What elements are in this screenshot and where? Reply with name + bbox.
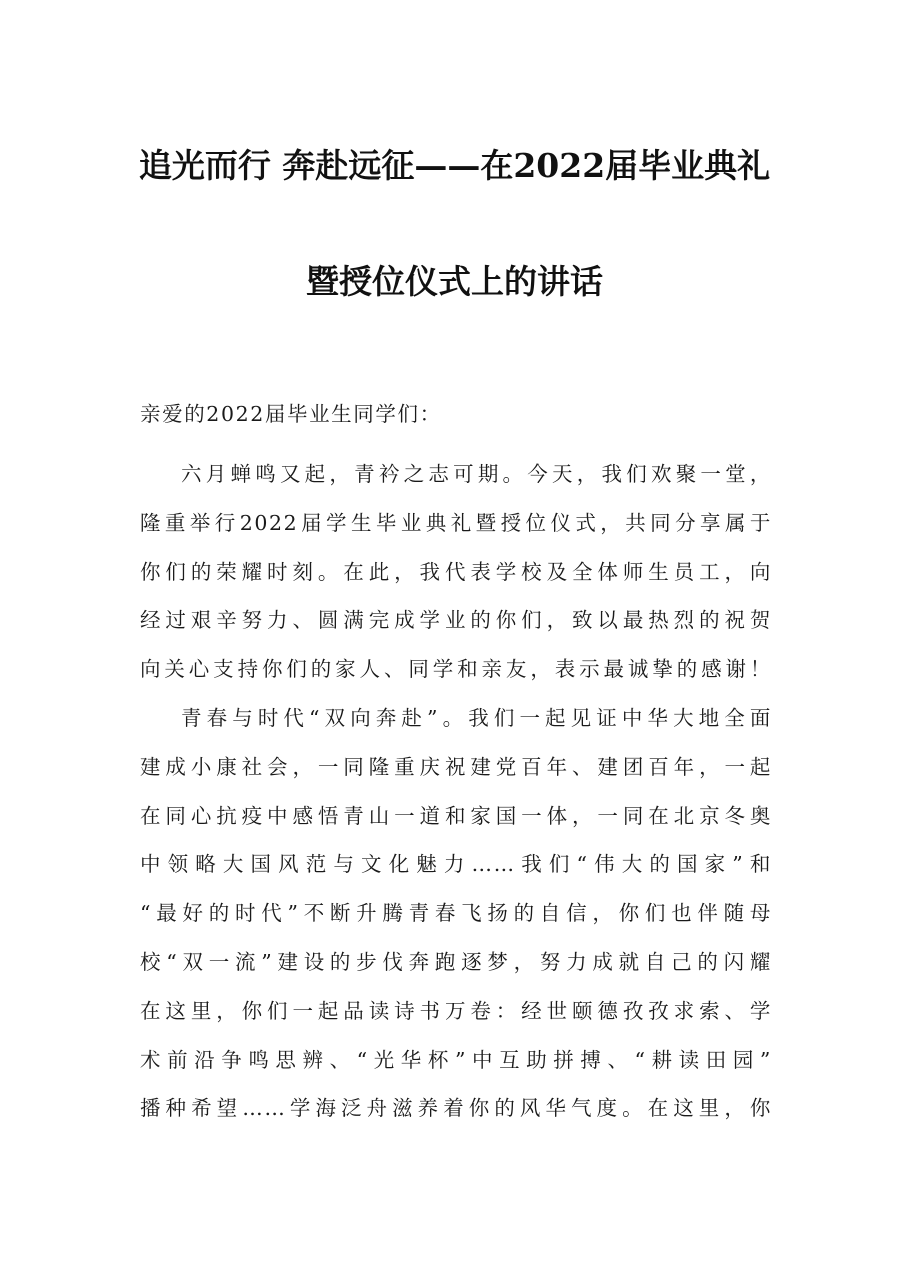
paragraph-line: “最好的时代”不断升腾青春飞扬的自信，你们也伴随母 xyxy=(140,901,772,926)
greeting-text: 亲爱的2022届毕业生同学们： xyxy=(140,402,442,426)
paragraph-2 xyxy=(140,694,772,1133)
paragraph-line: 你们的荣耀时刻。在此，我代表学校及全体师生员工，向 xyxy=(140,559,772,584)
paragraph-line: 六月蝉鸣又起，青衿之志可期。今天，我们欢聚一堂， xyxy=(181,462,772,486)
paragraph-line: 隆重举行2022届学生毕业典礼暨授位仪式，共同分享属于 xyxy=(140,510,772,535)
paragraph-line: 中领略大国风范与文化魅力……我们“伟大的国家”和 xyxy=(140,852,772,877)
paragraph-line: 建成小康社会，一同隆重庆祝建党百年、建团百年，一起 xyxy=(140,754,772,779)
paragraph-line: 向关心支持你们的家人、同学和亲友，表示最诚挚的感谢！ xyxy=(140,657,772,682)
paragraph-line: 经过艰辛努力、圆满完成学业的你们，致以最热烈的祝贺 xyxy=(140,608,772,633)
greeting xyxy=(140,390,772,439)
paragraph-line: 术前沿争鸣思辨、“光华杯”中互助拼搏、“耕读田园” xyxy=(140,1047,772,1072)
paragraph-line: 在这里，你们一起品读诗书万卷：经世颐德孜孜求索、学 xyxy=(140,998,772,1023)
paragraph-line: 在同心抗疫中感悟青山一道和家国一体，一同在北京冬奥 xyxy=(140,803,772,828)
paragraph-line: 青春与时代“双向奔赴”。我们一起见证中华大地全面 xyxy=(181,706,772,730)
paragraph-line: 播种希望……学海泛舟滋养着你的风华气度。在这里，你 xyxy=(140,1096,772,1121)
paragraph-line: 校“双一流”建设的步伐奔跑逐梦，努力成就自己的闪耀 xyxy=(140,949,772,974)
title-line-1: 追光而行 奔赴远征——在2022届毕业典礼 xyxy=(138,146,771,185)
paragraph-1 xyxy=(140,450,772,694)
title-line-2: 暨授位仪式上的讲话 xyxy=(306,262,603,301)
